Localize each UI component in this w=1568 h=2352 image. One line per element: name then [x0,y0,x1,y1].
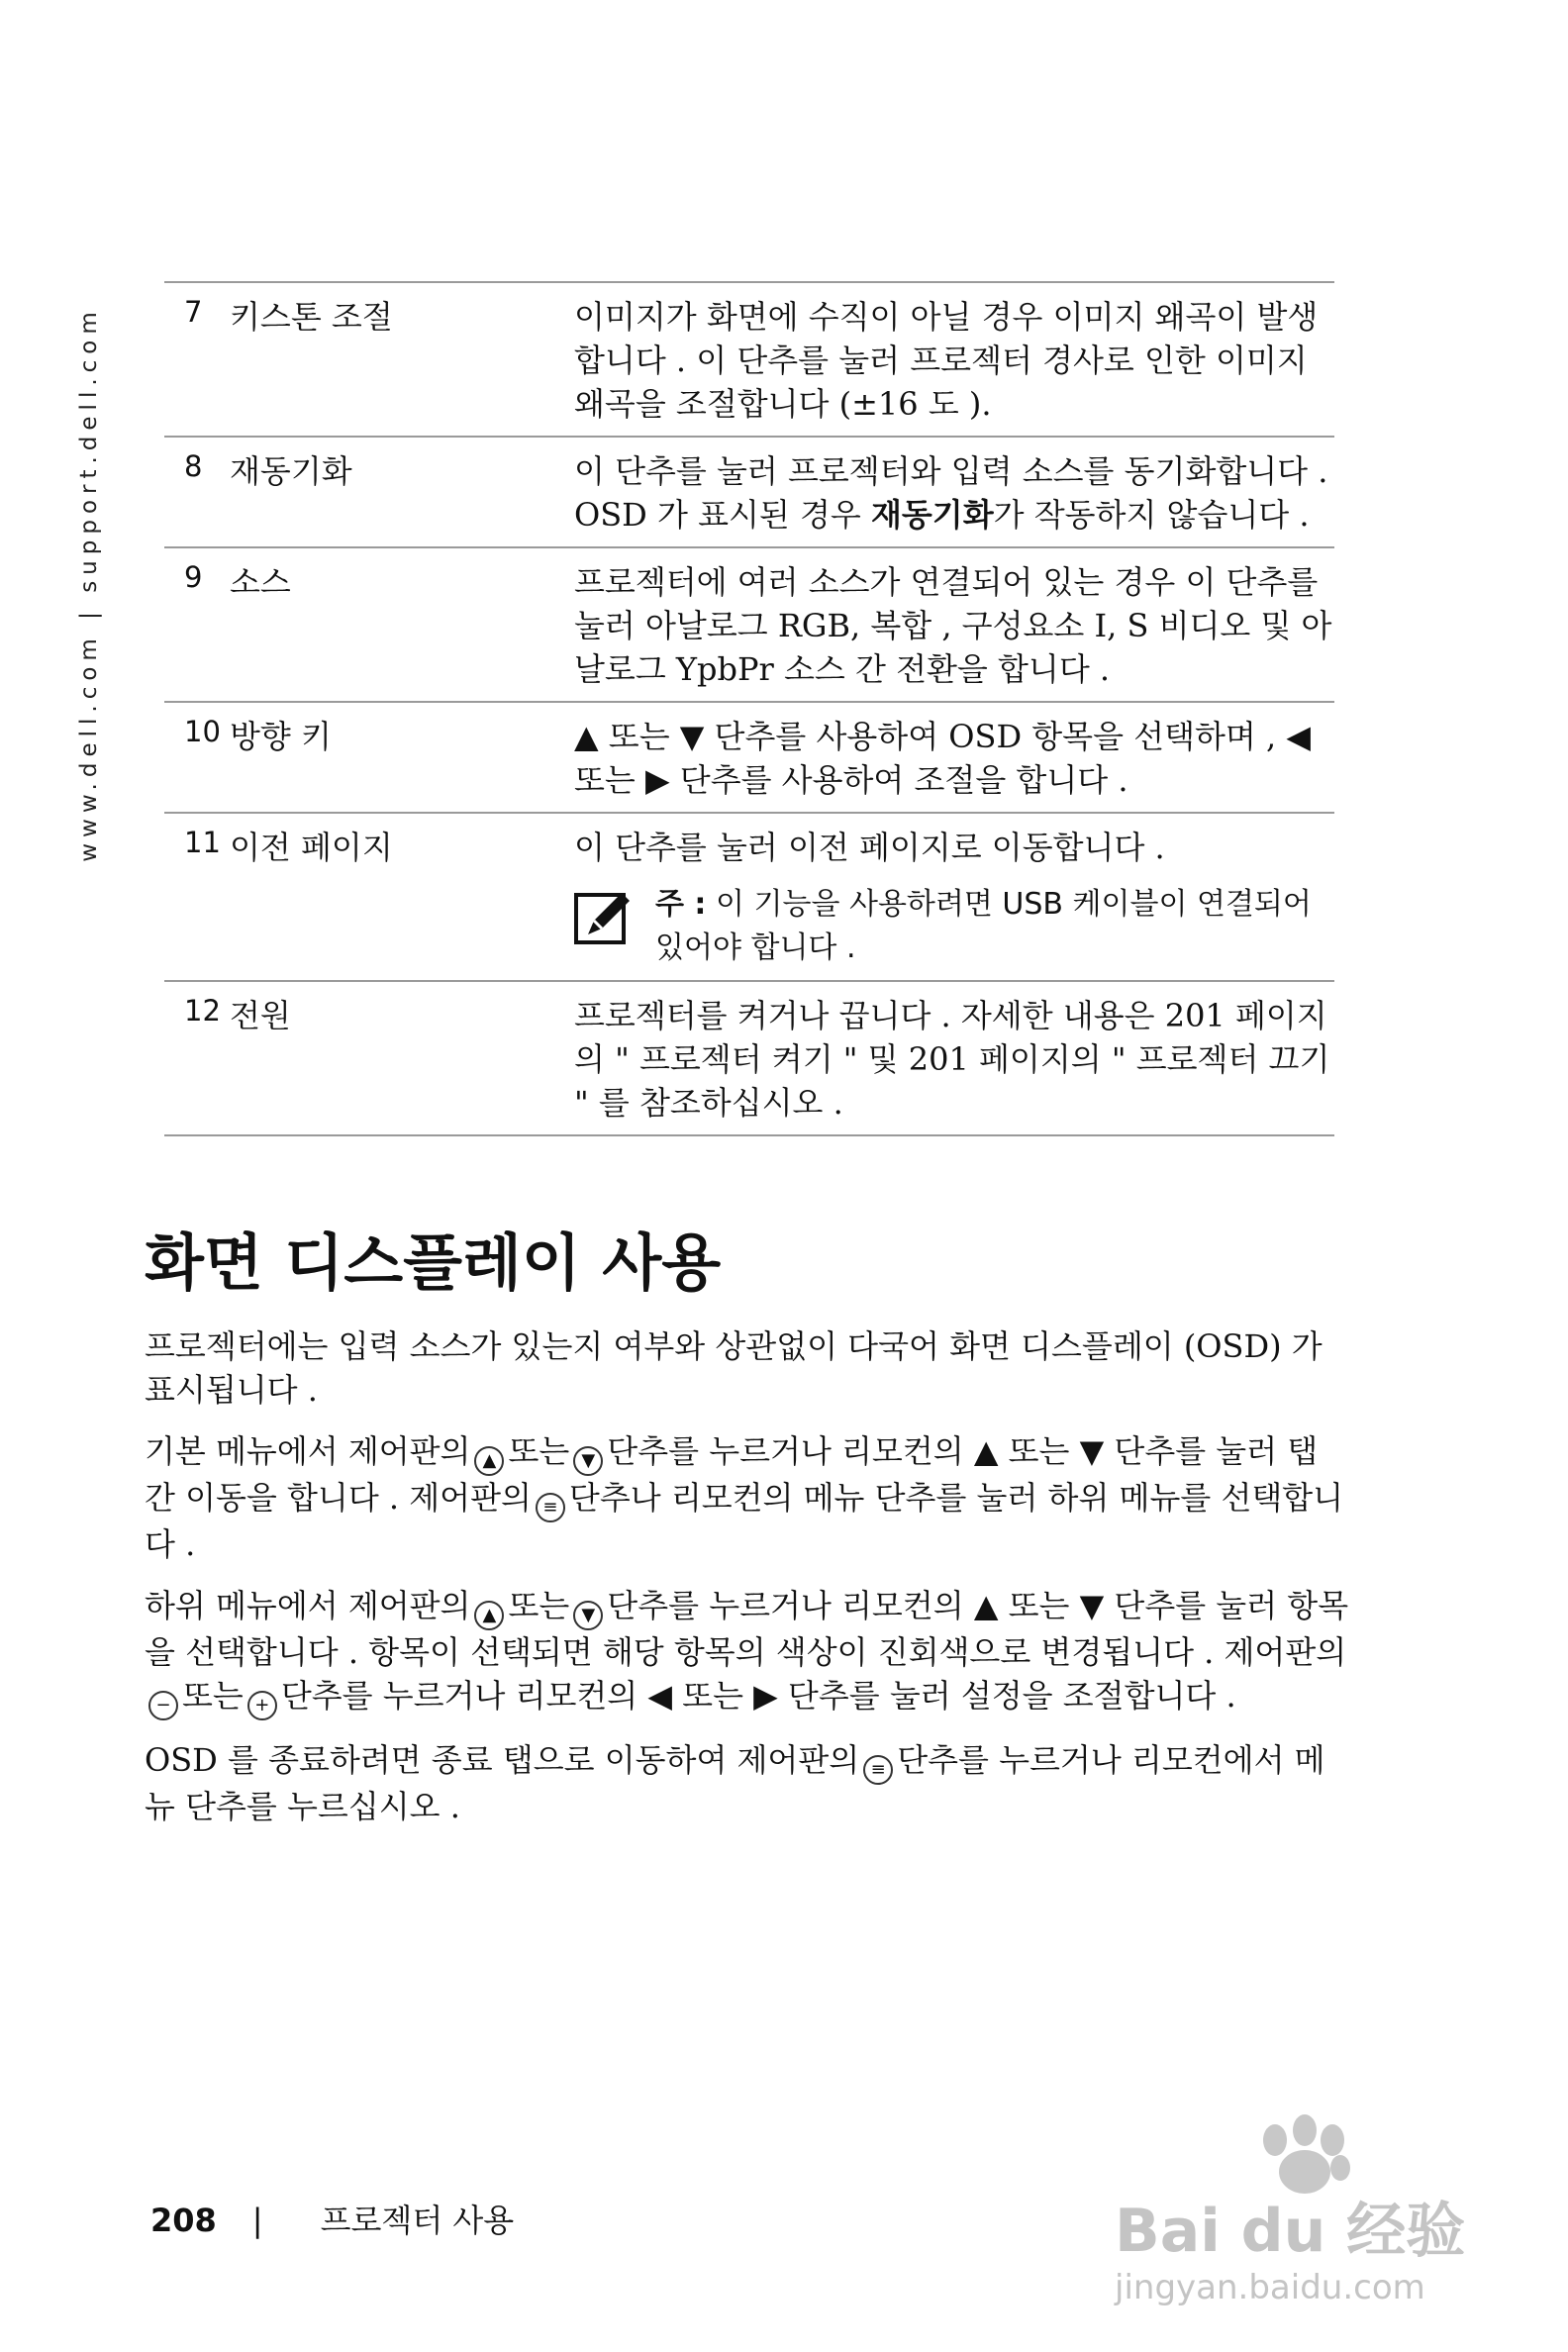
row-name: 재동기화 [230,452,352,490]
row-number: 9 [184,560,203,594]
side-url-text: www.dell.com | support.dell.com [76,306,102,862]
para-text: 단추를 누르거나 리모컨의 ▲ 또는 ▼ 단추를 눌러 항목을 선택합니다 . 항목이 선택되면 해당 항목의 색상이 진회색으로 변경됩니다 . 제어판의 [145,1587,1349,1671]
note-box [574,883,1334,970]
row-name: 키스톤 조절 [230,298,393,336]
row-number: 12 [184,994,221,1028]
desc-part: 이 단추를 눌러 프로젝터와 입력 소스를 동기화합니다 . OSD 가 표시된 경우 [574,452,1328,534]
up-button-icon: ▲ [474,1446,504,1476]
para-text: 또는 [182,1677,244,1715]
desc-text: 이 단추를 눌러 이전 페이지로 이동합니다 . [574,829,1165,866]
row-description [574,449,1334,537]
paragraph [145,1429,1352,1566]
section-title: 화면 디스플레이 사용 [145,1226,722,1299]
para-text: 또는 [508,1432,570,1470]
row-number: 7 [184,295,203,329]
menu-button-icon: ≡ [536,1493,565,1522]
desc-bold-term: 재동기화 [870,496,994,534]
watermark-url: jingyan.baidu.com [1115,2268,1425,2307]
note-text [655,883,1334,970]
para-text: 또는 [508,1587,570,1624]
baidu-watermark-icon [1107,2110,1503,2308]
plus-button-icon: + [247,1691,277,1720]
row-description: 프로젝터에 여러 소스가 연결되어 있는 경우 이 단추를 눌러 아날로그 RGB, 복합 , 구성요소 I, S 비디오 및 아날로그 YpbPr 소스 간 전환을 합니다 . [574,563,1332,688]
row-name: 전원 [230,997,291,1034]
page-footer [150,2196,514,2241]
table-row [164,548,1334,703]
para-text: 단추를 누르거나 리모컨의 ▲ 또는 ▼ 단추를 눌러 탭 간 이동을 합니다 . 제어판의 [145,1432,1319,1517]
paragraph: 프로젝터에는 입력 소스가 있는지 여부와 상관없이 다국어 화면 디스플레이 (OSD) 가 표시됩니다 . [145,1327,1323,1409]
minus-button-icon: − [148,1691,178,1720]
page-number: 208 [150,2202,217,2239]
row-number: 11 [184,826,221,859]
footer-separator: | [251,2202,263,2239]
para-text: 단추를 누르거나 리모컨의 ◀ 또는 ▶ 단추를 눌러 설정을 조절합니다 . [280,1677,1236,1715]
table-row [164,982,1334,1136]
up-button-icon: ▲ [474,1601,504,1630]
table-row [164,283,1334,438]
para-text: 하위 메뉴에서 제어판의 [145,1587,471,1624]
para-text: 단추나 리모컨의 메뉴 단추를 눌러 하위 메뉴를 선택합니다 . [145,1479,1344,1563]
button-table [164,281,1334,1136]
row-name: 소스 [230,563,291,601]
row-number: 10 [184,715,221,748]
row-description [574,826,1334,970]
row-description: 이미지가 화면에 수직이 아닐 경우 이미지 왜곡이 발생합니다 . 이 단추를 눌러 프로젝터 경사로 인한 이미지 왜곡을 조절합니다 (±16 도 ). [574,298,1319,423]
para-text: 단추를 누르거나 리모컨에서 메뉴 단추를 누르십시오 . [145,1741,1325,1825]
note-pencil-icon [574,889,634,948]
side-url-vertical [59,277,119,891]
row-number: 8 [184,449,203,483]
paragraph [145,1738,1352,1828]
section-body [145,1324,1352,1846]
chapter-title: 프로젝터 사용 [320,2202,515,2239]
row-description: ▲ 또는 ▼ 단추를 사용하여 OSD 항목을 선택하며 , ◀ 또는 ▶ 단추를 사용하여 조절을 합니다 . [574,718,1311,799]
table-row [164,703,1334,814]
row-description: 프로젝터를 켜거나 끕니다 . 자세한 내용은 201 페이지의 " 프로젝터 켜기 " 및 201 페이지의 " 프로젝터 끄기 " 를 참조하십시오 . [574,997,1330,1122]
table-row [164,814,1334,982]
paragraph [145,1584,1352,1720]
down-button-icon: ▼ [573,1446,603,1476]
para-text: 기본 메뉴에서 제어판의 [145,1432,471,1470]
note-label: 주 : [655,887,707,922]
desc-part: 가 작동하지 않습니다 . [993,496,1310,534]
down-button-icon: ▼ [573,1601,603,1630]
para-text: OSD 를 종료하려면 종료 탭으로 이동하여 제어판의 [145,1741,860,1779]
table-row [164,438,1334,548]
menu-button-icon: ≡ [863,1755,893,1785]
watermark-brand: Bai du 经验 [1115,2197,1466,2266]
note-body: 이 기능을 사용하려면 USB 케이블이 연결되어 있어야 합니다 . [655,887,1312,965]
row-name: 이전 페이지 [230,829,393,866]
row-name: 방향 키 [230,718,332,755]
